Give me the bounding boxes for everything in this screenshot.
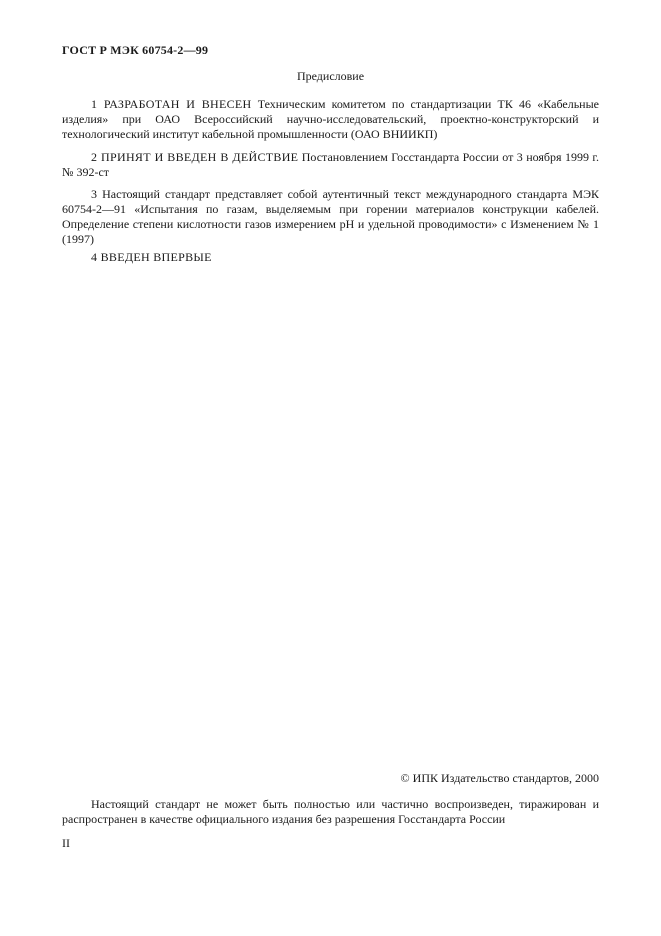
paragraph-2-text: Постановлением Госстандарта России от 3 ноября 1999 г. № 392-ст	[62, 150, 599, 179]
paragraph-2-lead: 2 ПРИНЯТ И ВВЕДЕН В ДЕЙСТВИЕ	[91, 150, 299, 164]
copyright-line: © ИПК Издательство стандартов, 2000	[400, 771, 599, 785]
paragraph-1-text: Техническим комитетом по стандартизации ТК 46 «Кабельные изделия» при ОАО Всероссийский научно-исследовательский, проектно-конструкторский и технологический институт кабельной промышленности (ОАО ВНИИКП)	[62, 97, 599, 141]
document-header: ГОСТ Р МЭК 60754-2—99	[62, 43, 209, 57]
paragraph-3	[62, 187, 599, 247]
section-title: Предисловие	[296, 69, 365, 83]
paragraph-2	[62, 150, 599, 180]
page-number: II	[62, 836, 70, 850]
reproduction-notice: Настоящий стандарт не может быть полностью или частично воспроизведен, тиражирован и распространен в качестве официального издания без разрешения Госстандарта России	[62, 797, 599, 826]
paragraph-1-lead: 1 РАЗРАБОТАН И ВНЕСЕН	[91, 97, 252, 111]
paragraph-4-lead: 4 ВВЕДЕН ВПЕРВЫЕ	[91, 250, 212, 264]
paragraph-1	[62, 97, 599, 142]
paragraph-3-text: 3 Настоящий стандарт представляет собой аутентичный текст международного стандарта МЭК 60754-2—91 «Испытания по газам, выделяемым при горении материалов конструкции кабелей. Определение степени кислотности газов измерением pH и удельной проводимости» с Изменением № 1 (1997)	[62, 187, 599, 246]
paragraph-4	[62, 250, 599, 265]
